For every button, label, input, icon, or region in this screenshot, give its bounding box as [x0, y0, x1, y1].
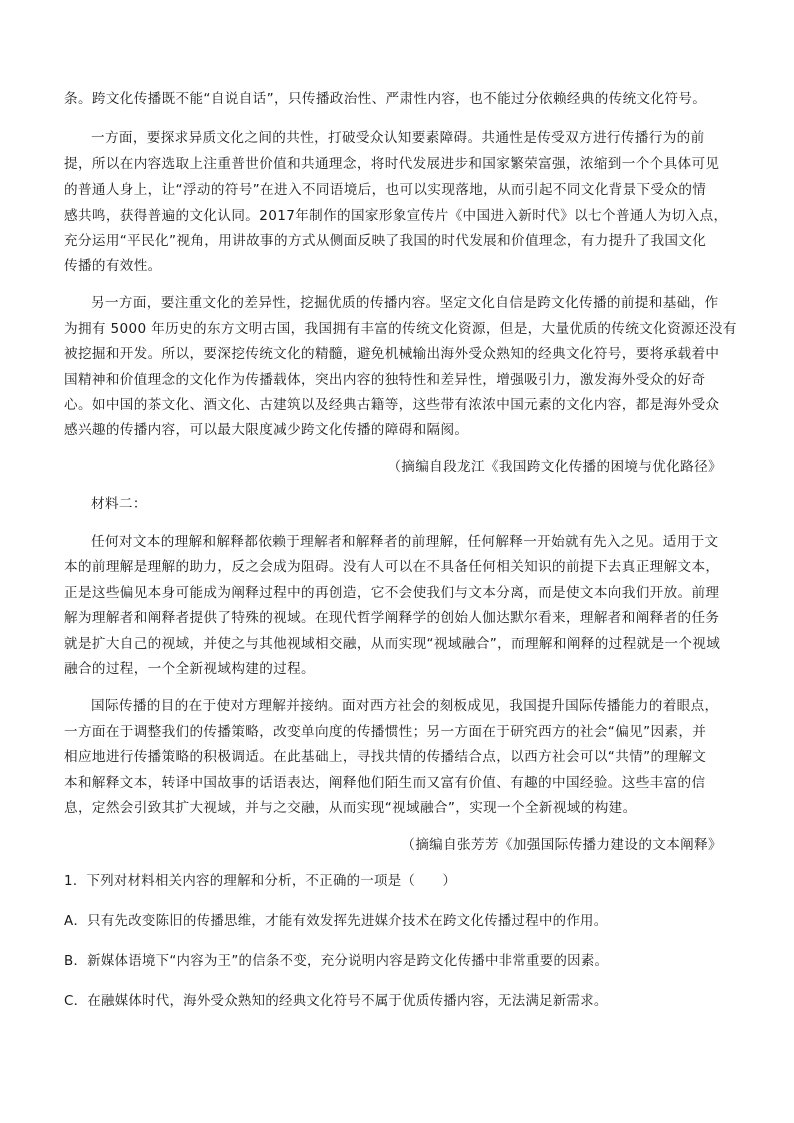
option-c: C．在融媒体时代，海外受众熟知的经典文化符号不属于优质传播内容，无法满足新需求。: [64, 994, 608, 1009]
paragraph-4-line: 息，定然会引致其扩大视域，并与之交融，从而实现“视域融合”，实现一个全新视域的构建。: [64, 800, 637, 816]
paragraph-3-line: 正是这些偏见本身可能成为阐释过程中的再创造，它不会使我们与文本分离，而是使文本向我们开放。前理: [64, 585, 720, 601]
paragraph-1-line: 的普通人身上，让“浮动的符号”在进入不同语境后，也可以实现落地，从而引起不同文化背景下受众的情: [64, 182, 707, 198]
paragraph-3-line: 融合的过程，一个全新视域构建的过程。: [64, 661, 315, 677]
paragraph-4-line: 本和解释文本，转译中国故事的话语表达，阐释他们陌生而又富有价值、有趣的中国经验。这些丰富的信: [64, 775, 706, 791]
paragraph-2-line: 被挖掘和开发。所以，要深挖传统文化的精髓，避免机械输出海外受众熟知的经典文化符号，要将承载着中: [64, 346, 720, 362]
source-citation: （摘编自张芳芳《加强国际传播力建设的文本阐释》: [401, 837, 722, 853]
paragraph-2-line: 为拥有 5000 年历史的东方文明古国，我国拥有丰富的传统文化资源，但是，大量优质的传统文化资源还没有: [64, 321, 737, 337]
paragraph-continuation-line: 条。跨文化传播既不能“自说自话”，只传播政治性、严肃性内容，也不能过分依赖经典的传统文化符号。: [64, 91, 707, 107]
paragraph-3-line: 解为理解者和阐释者提供了特殊的视域。在现代哲学阐释学的创始人伽达默尔看来，理解者和阐释者的任务: [64, 610, 720, 626]
paragraph-2-line: 国精神和价值理念的文化作为传播载体，突出内容的独特性和差异性，增强吸引力，激发海外受众的好奇: [64, 372, 706, 388]
paragraph-1-line: 充分运用“平民化”视角，用讲故事的方式从侧面反映了我国的时代发展和价值理念，有力提升了我国文化: [64, 233, 707, 249]
paragraph-2-line: 心。如中国的茶文化、酒文化、古建筑以及经典古籍等，这些带有浓浓中国元素的文化内容，都是海外受众: [64, 397, 720, 413]
option-b: B．新媒体语境下“内容为王”的信条不变，充分说明内容是跨文化传播中非常重要的因素。: [64, 954, 609, 969]
paragraph-3-line: 就是扩大自己的视域，并使之与其他视域相交融，从而实现“视域融合”，而理解和阐释的过程就是一个视域: [64, 636, 721, 652]
question-stem: 1．下列对材料相关内容的理解和分析，不正确的一项是（ ）: [64, 874, 457, 889]
paragraph-4-line: 一方面在于调整我们的传播策略，改变单向度的传播惯性；另一方面在于研究西方的社会“偏见”因素，并: [64, 724, 707, 740]
paragraph-4-line: 相应地进行传播策略的积极调适。在此基础上，寻找共情的传播结合点，以西方社会可以“共情”的理解文: [64, 749, 707, 765]
material-label: 材料二：: [91, 496, 147, 512]
source-citation: （摘编自段龙江《我国跨文化传播的困境与优化路径》: [387, 459, 722, 475]
paragraph-3-line: 本的前理解是理解的助力，反之会成为阻碍。没有人可以在不具备任何相关知识的前提下去真正理解文本，: [64, 559, 720, 575]
paragraph-3-line: 任何对文本的理解和解释都依赖于理解者和解释者的前理解，任何解释一开始就有先入之见。适用于文: [91, 534, 719, 550]
paragraph-2-line: 感兴趣的传播内容，可以最大限度减少跨文化传播的障碍和隔阂。: [64, 422, 469, 438]
paragraph-1-line: 传播的有效性。: [64, 258, 162, 274]
paragraph-2-line: 另一方面，要注重文化的差异性，挖掘优质的传播内容。坚定文化自信是跨文化传播的前提和基础，作: [91, 295, 719, 311]
paragraph-1-line: 提，所以在内容选取上注重普世价值和共通理念，将时代发展进步和国家繁荣富强，浓缩到一个个具体可见: [64, 156, 720, 172]
paragraph-1-line: 感共鸣，获得普遍的文化认同。2017年制作的国家形象宣传片《中国进入新时代》以七个普通人为切入点，: [64, 208, 728, 224]
paragraph-1-line: 一方面，要探求异质文化之间的共性，打破受众认知要素障碍。共通性是传受双方进行传播行为的前: [91, 130, 705, 146]
paragraph-4-line: 国际传播的目的在于使对方理解并接纳。面对西方社会的刻板成见，我国提升国际传播能力的着眼点，: [91, 698, 719, 714]
option-a: A．只有先改变陈旧的传播思维，才能有效发挥先进媒介技术在跨文化传播过程中的作用。: [64, 914, 608, 929]
